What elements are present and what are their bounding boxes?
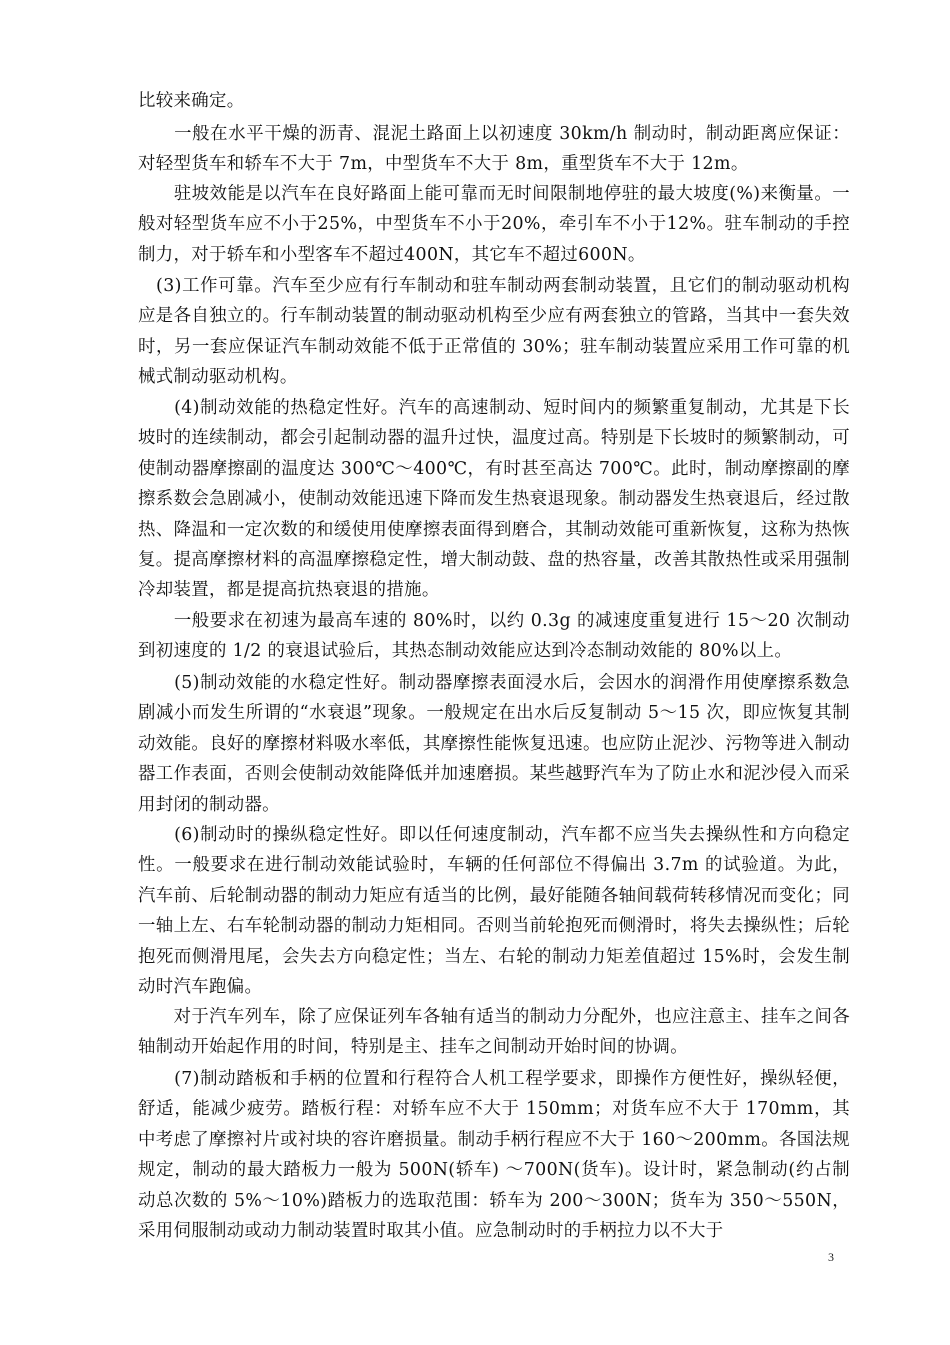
paragraph-pedal-ergonomics: (7)制动踏板和手柄的位置和行程符合人机工程学要求，即操作方便性好，操纵轻便，舒适，能减少疲劳。踏板行程：对轿车应不大于 150mm；对货车应不大于 170mm，其中考虑了摩擦衬片或衬块的容许磨损量。制动手柄行程应不大于 160～200mm。各国法规规定，制动的最大踏板力一般为 500N(轿车) ～700N(货车)。设计时，紧急制动(约占制动总次数的 5%～10%)踏板力的选取范围：轿车为 200～300N；货车为 350～550N，采用伺服制动或动力制动装置时取其小值。应急制动时的手柄拉力以不大于 bbox=[138, 1069, 850, 1242]
page-number: 3 bbox=[828, 1250, 834, 1264]
paragraph-water-stability: (5)制动效能的水稳定性好。制动器摩擦表面浸水后，会因水的润滑作用使摩擦系数急剧减小而发生所谓的“水衰退”现象。一般规定在出水后反复制动 5～15 次，即应恢复其制动效能。良好的摩擦材料吸水率低，其摩擦性能恢复迅速。也应防止泥沙、污物等进入制动器工作表面，否则会使制动效能降低并加速磨损。某些越野汽车为了防止水和泥沙侵入而采用封闭的制动器。 bbox=[138, 673, 850, 815]
paragraph-handling-stability: (6)制动时的操纵稳定性好。即以任何速度制动，汽车都不应当失去操纵性和方向稳定性。一般要求在进行制动效能试验时，车辆的任何部位不得偏出 3.7m 的试验道。为此，汽车前、后轮制动器的制动力矩应有适当的比例，最好能随各轴间载荷转移情况而变化；同一轴上左、右车轮制动器的制动力矩相同。否则当前轮抱死而侧滑时，将失去操纵性；后轮抱死而侧滑甩尾，会失去方向稳定性；当左、右轮的制动力矩差值超过 15%时，会发生制动时汽车跑偏。 bbox=[138, 825, 850, 998]
paragraph-continuation: 比较来确定。 bbox=[138, 91, 245, 111]
paragraph-thermal-stability: (4)制动效能的热稳定性好。汽车的高速制动、短时间内的频繁重复制动，尤其是下长坡时的连续制动，都会引起制动器的温升过快，温度过高。特别是下长坡时的频繁制动，可使制动器摩擦副的温度达 300℃～400℃，有时甚至高达 700℃。此时，制动摩擦副的摩擦系数会急剧减小，使制动效能迅速下降而发生热衰退现象。制动器发生热衰退后，经过散热、降温和一定次数的和缓使用使摩擦表面得到磨合，其制动效能可重新恢复，这称为热恢复。提高摩擦材料的高温摩擦稳定性，增大制动鼓、盘的热容量，改善其散热性或采用强制冷却装置，都是提高抗热衰退的措施。 bbox=[138, 398, 850, 601]
paragraph-fade-test: 一般要求在初速为最高车速的 80%时，以约 0.3g 的减速度重复进行 15～20 次制动到初速度的 1/2 的衰退试验后，其热态制动效能应达到冷态制动效能的 80%以上。 bbox=[138, 611, 850, 662]
paragraph-reliability: (3)工作可靠。汽车至少应有行车制动和驻车制动两套制动装置，且它们的制动驱动机构应是各自独立的。行车制动装置的制动驱动机构至少应有两套独立的管路，当其中一套失效时，另一套应保证汽车制动效能不低于正常值的 30%；驻车制动装置应采用工作可靠的机械式制动驱动机构。 bbox=[138, 276, 850, 388]
paragraph-parking-grade: 驻坡效能是以汽车在良好路面上能可靠而无时间限制地停驻的最大坡度(%)来衡量。一般对轻型货车应不小于25%，中型货车不小于20%，牵引车不小于12%。驻车制动的手控制力，对于轿车和小型客车不超过400N，其它车不超过600N。 bbox=[138, 184, 850, 265]
paragraph-braking-distance: 一般在水平干燥的沥青、混泥土路面上以初速度 30km/h 制动时，制动距离应保证：对轻型货车和轿车不大于 7m，中型货车不大于 8m，重型货车不大于 12m。 bbox=[138, 124, 850, 175]
paragraph-trailer-train: 对于汽车列车，除了应保证列车各轴有适当的制动力分配外，也应注意主、挂车之间各轴制动开始起作用的时间，特别是主、挂车之间制动开始时间的协调。 bbox=[138, 1007, 850, 1058]
